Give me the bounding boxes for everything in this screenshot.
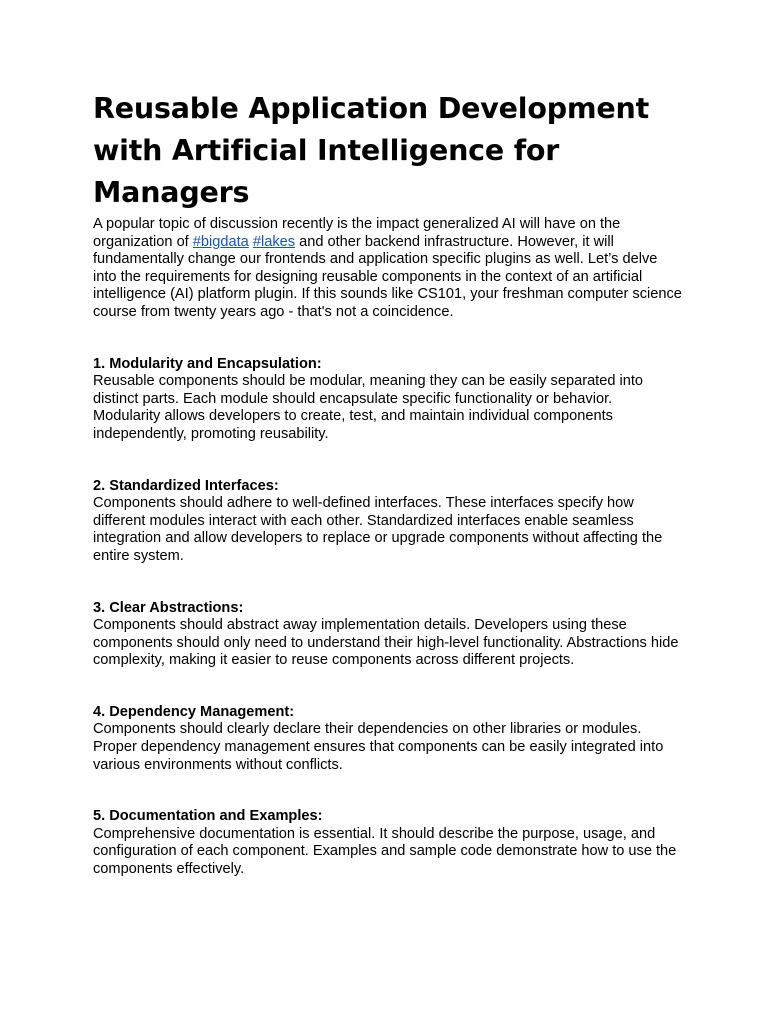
section-body: Components should adhere to well-defined interfaces. These interfaces specify how different modules interact with each other. Standardized interfaces enable seamless integration and allow developers to replace or upgrade components without affecting the entire system. (93, 495, 663, 564)
section-standardized-interfaces (93, 478, 683, 566)
section-body: Components should abstract away implementation details. Developers using these components should only need to understand their high-level functionality. Abstractions hide complexity, making it easier to reuse components across different projects. (93, 617, 679, 669)
intro-text-start: A popular topic of discussion recently is the impact generalized AI will have on the organization of (93, 216, 621, 250)
section-heading: 4. Dependency Management: (93, 703, 295, 720)
section-heading: 5. Documentation and Examples: (93, 808, 323, 825)
section-clear-abstractions (93, 600, 683, 670)
document-page (93, 88, 683, 879)
section-heading: 1. Modularity and Encapsulation: (93, 355, 322, 372)
section-body: Components should clearly declare their dependencies on other libraries or modules. Proper dependency management ensures that components can be easily integrated into various environments without conflicts. (93, 721, 664, 773)
section-modularity (93, 356, 683, 444)
section-documentation-examples (93, 808, 683, 878)
section-body: Comprehensive documentation is essential. It should describe the purpose, usage, and configuration of each component. Examples and sample code demonstrate how to use the components effectively. (93, 825, 677, 878)
section-heading: 2. Standardized Interfaces: (93, 477, 279, 494)
document-title: Reusable Application Development with Artificial Intelligence for Managers (93, 92, 650, 209)
lakes-hashtag-link[interactable]: #lakes (252, 233, 296, 250)
bigdata-hashtag-link[interactable]: #bigdata (192, 233, 249, 250)
section-body: Reusable components should be modular, meaning they can be easily separated into distinct parts. Each module should encapsulate specific functionality or behavior. Modularity allows developers to create, test, and maintain individual components independently, promoting reusability. (93, 373, 644, 442)
intro-text-end: and other backend infrastructure. However, it will fundamentally change our frontends and application specific plugins as well. Let’s delve into the requirements for designing reusable components in the context of an artificial intelligence (AI) platform plugin. If this sounds like CS101, your freshman computer science course from twenty years ago - that's not a coincidence. (93, 233, 682, 320)
section-dependency-management (93, 704, 683, 774)
section-heading: 3. Clear Abstractions: (93, 599, 244, 616)
intro-paragraph (93, 216, 683, 322)
